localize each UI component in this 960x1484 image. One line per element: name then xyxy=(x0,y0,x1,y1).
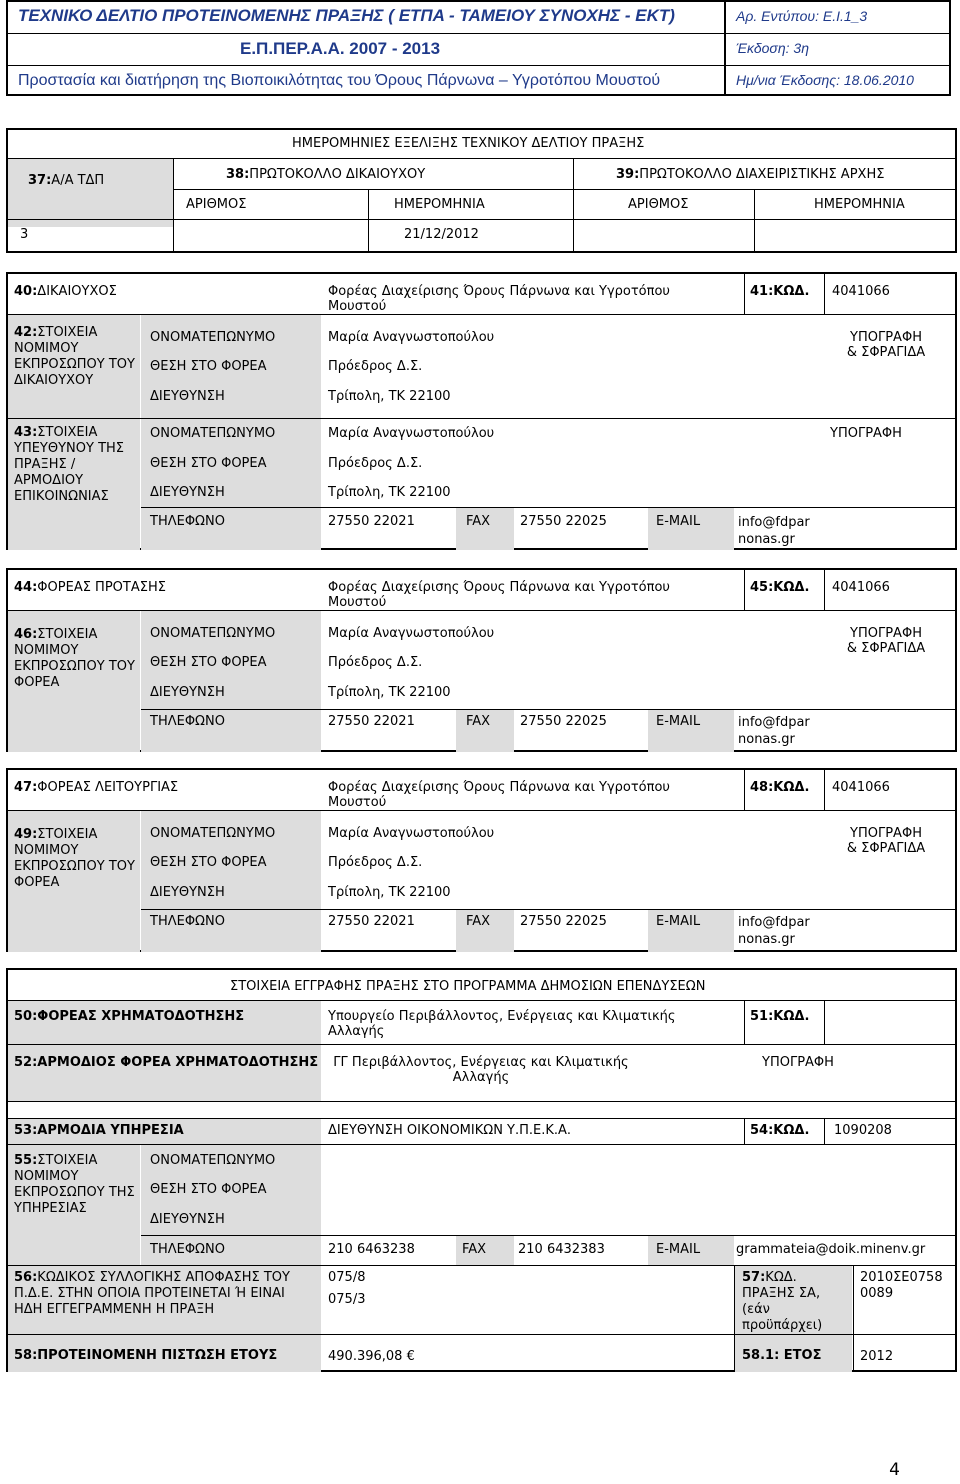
position-label: ΘΕΣΗ ΣΤΟ ΦΟΡΕΑ xyxy=(150,359,267,374)
field-label: ΚΩΔΙΚΟΣ ΣΥΛΛΟΓΙΚΗΣ ΑΠΟΦΑΣΗΣ ΤΟΥ Π.Δ.Ε. ΣΤΗΝ ΟΠΟΙΑ ΠΡΟΤΕΙΝΕΤΑΙ Ή ΕΙΝΑΙ ΗΔΗ ΕΓΓΕΓΡΑΜΜΕΝΗ Η ΠΡΑΞΗ xyxy=(14,1270,290,1317)
proposer-section xyxy=(6,568,957,752)
field-52-label: 52:ΑΡΜΟΔΙΟΣ ΦΟΡΕΑ ΧΡΗΜΑΤΟΔΟΤΗΣΗΣ xyxy=(8,1045,321,1101)
field-51-label: 51:ΚΩΔ. xyxy=(750,1009,810,1024)
address-label: ΔΙΕΥΘΥΝΣΗ xyxy=(150,885,225,900)
field-38 xyxy=(226,167,425,182)
edition-date: Ημ/νια Έκδοσης: 18.06.2010 xyxy=(736,72,914,88)
field-56 xyxy=(8,1266,321,1334)
field-54-label: 54:ΚΩΔ. xyxy=(750,1123,810,1138)
kod-41-label: 41:ΚΩΔ. xyxy=(750,284,810,299)
phone-value: 210 6463238 xyxy=(328,1242,415,1257)
beneficiary-section xyxy=(6,272,957,550)
field-label: ΣΤΟΙΧΕΙΑ ΥΠΕΥΘΥΝΟΥ ΤΗΣ ΠΡΑΞΗΣ / ΑΡΜΟΔΙΟΥ ΕΠΙΚΟΙΝΩΝΙΑΣ xyxy=(14,425,125,504)
page-number: 4 xyxy=(889,1460,900,1480)
field-code: 42: xyxy=(14,325,38,340)
beneficiary-name: Φορέας Διαχείρισης Όρους Πάρνωνα και Υγροτόπου Μουστού xyxy=(328,284,670,314)
email-label: E-MAIL xyxy=(656,714,701,729)
field-label: ΦΟΡΕΑΣ ΠΡΟΤΑΣΗΣ xyxy=(37,580,166,595)
sign-label: ΥΠΟΓΡΑΦΗ xyxy=(830,426,902,441)
rep-address: Τρίπολη, ΤΚ 22100 xyxy=(328,485,451,500)
operator-section xyxy=(6,768,957,952)
position-label: ΘΕΣΗ ΣΤΟ ΦΟΡΕΑ xyxy=(150,456,267,471)
dates-heading: ΗΜΕΡΟΜΗΝΙΕΣ ΕΞΕΛΙΞΗΣ ΤΕΧΝΙΚΟΥ ΔΕΛΤΙΟΥ ΠΡΑΞΗΣ xyxy=(292,136,645,151)
field-53-value: ΔΙΕΥΘΥΝΣΗ ΟΙΚΟΝΟΜΙΚΩΝ Υ.Π.Ε.Κ.Α. xyxy=(328,1123,572,1138)
rep-name: Μαρία Αναγνωστοπούλου xyxy=(328,826,495,841)
field-50-label: 50:ΦΟΡΕΑΣ ΧΡΗΜΑΤΟΔΟΤΗΣΗΣ xyxy=(8,1001,321,1044)
aa-value: 3 xyxy=(20,227,29,242)
field-58-1-value: 2012 xyxy=(860,1349,894,1364)
operator-name: Φορέας Διαχείρισης Όρους Πάρνωνα και Υγροτόπου Μουστού xyxy=(328,780,670,810)
name-label: ΟΝΟΜΑΤΕΠΩΝΥΜΟ xyxy=(150,330,276,345)
program-name: Ε.Π.ΠΕΡ.Α.Α. 2007 - 2013 xyxy=(240,39,441,58)
col-date: ΗΜΕΡΟΜΗΝΙΑ xyxy=(394,197,485,212)
field-code: 49: xyxy=(14,827,38,842)
fax-value: 27550 22025 xyxy=(520,914,607,929)
email-value: info@fdparnonas.gr xyxy=(738,915,810,947)
rep-name: Μαρία Αναγνωστοπούλου xyxy=(328,626,495,641)
field-label: ΦΟΡΕΑΣ ΛΕΙΤΟΥΡΓΙΑΣ xyxy=(37,780,179,795)
address-label: ΔΙΕΥΘΥΝΣΗ xyxy=(150,485,225,500)
address-label: ΔΙΕΥΘΥΝΣΗ xyxy=(150,1212,225,1227)
pde-registration-section xyxy=(6,968,957,1372)
registration-heading: ΣΤΟΙΧΕΙΑ ΕΓΓΡΑΦΗΣ ΠΡΑΞΗΣ ΣΤΟ ΠΡΟΓΡΑΜΜΑ ΔΗΜΟΣΙΩΝ ΕΠΕΝΔΥΣΕΩΝ xyxy=(230,979,706,994)
field-code: 38: xyxy=(226,167,250,182)
col-number: ΑΡΙΘΜΟΣ xyxy=(628,197,689,212)
fax-label: FAX xyxy=(466,514,491,529)
address-label: ΔΙΕΥΘΥΝΣΗ xyxy=(150,685,225,700)
field-46 xyxy=(8,611,140,752)
position-label: ΘΕΣΗ ΣΤΟ ΦΟΡΕΑ xyxy=(150,655,267,670)
field-code: 55: xyxy=(14,1153,38,1168)
address-label: ΔΙΕΥΘΥΝΣΗ xyxy=(150,389,225,404)
field-code: 39: xyxy=(616,167,640,182)
phone-label: ΤΗΛΕΦΩΝΟ xyxy=(150,514,225,529)
rep-position: Πρόεδρος Δ.Σ. xyxy=(328,456,423,471)
field-57-value: 2010ΣΕ0758 0089 xyxy=(860,1270,943,1301)
name-label: ΟΝΟΜΑΤΕΠΩΝΥΜΟ xyxy=(150,626,276,641)
field-label: ΣΤΟΙΧΕΙΑ ΝΟΜΙΜΟΥ ΕΚΠΡΟΣΩΠΟΥ ΤΗΣ ΥΠΗΡΕΣΙΑΣ xyxy=(14,1153,135,1216)
kod-48-label: 48:ΚΩΔ. xyxy=(750,780,810,795)
position-label: ΘΕΣΗ ΣΤΟ ΦΟΡΕΑ xyxy=(150,855,267,870)
col-date: ΗΜΕΡΟΜΗΝΙΑ xyxy=(814,197,905,212)
rep-address: Τρίπολη, ΤΚ 22100 xyxy=(328,885,451,900)
email-value: grammateia@doik.minenv.gr xyxy=(736,1242,926,1257)
field-label: ΣΤΟΙΧΕΙΑ ΝΟΜΙΜΟΥ ΕΚΠΡΟΣΩΠΟΥ ΤΟΥ ΦΟΡΕΑ xyxy=(14,627,135,690)
rep-name: Μαρία Αναγνωστοπούλου xyxy=(328,426,495,441)
col-number: ΑΡΙΘΜΟΣ xyxy=(186,197,247,212)
field-56-value-1: 075/8 xyxy=(328,1270,366,1285)
sign-seal-label: ΥΠΟΓΡΑΦΗ & ΣΦΡΑΓΙΔΑ xyxy=(846,826,926,856)
field-label: ΣΤΟΙΧΕΙΑ ΝΟΜΙΜΟΥ ΕΚΠΡΟΣΩΠΟΥ ΤΟΥ ΔΙΚΑΙΟΥΧΟΥ xyxy=(14,325,135,388)
phone-label: ΤΗΛΕΦΩΝΟ xyxy=(150,914,225,929)
rep-name: Μαρία Αναγνωστοπούλου xyxy=(328,330,495,345)
rep-position: Πρόεδρος Δ.Σ. xyxy=(328,359,423,374)
euro-icon: € xyxy=(406,1349,415,1364)
date-value: 21/12/2012 xyxy=(404,227,479,242)
field-label: ΚΩΔ. ΠΡΑΞΗΣ ΣΑ, (εάν προϋπάρχει) xyxy=(742,1270,823,1333)
field-code: 43: xyxy=(14,425,38,440)
field-label: ΠΡΩΤΟΚΟΛΛΟ ΔΙΚΑΙΟΥΧΟΥ xyxy=(249,167,426,182)
field-code: 44: xyxy=(14,580,38,595)
dates-table xyxy=(6,128,957,253)
form-number: Αρ. Εντύπου: Ε.Ι.1_3 xyxy=(736,8,868,24)
fax-label: FAX xyxy=(466,714,491,729)
field-37 xyxy=(8,159,173,227)
amount: 490.396,08 xyxy=(328,1349,403,1364)
field-label: ΠΡΩΤΟΚΟΛΛΟ ΔΙΑΧΕΙΡΙΣΤΙΚΗΣ ΑΡΧΗΣ xyxy=(639,167,885,182)
sign-seal-label: ΥΠΟΓΡΑΦΗ & ΣΦΡΑΓΙΔΑ xyxy=(846,330,926,360)
field-code: 57: xyxy=(742,1270,766,1285)
field-58-label: 58:ΠΡΟΤΕΙΝΟΜΕΝΗ ΠΙΣΤΩΣΗ ΕΤΟΥΣ xyxy=(8,1335,321,1372)
email-value: info@fdparnonas.gr xyxy=(738,715,810,747)
project-name: Προστασία και διατήρηση της Βιοποικιλότητας του Όρους Πάρνωνα – Υγροτόπου Μουστού xyxy=(18,72,661,89)
fax-label: FAX xyxy=(462,1242,487,1257)
document-header xyxy=(6,0,951,96)
fax-value: 210 6432383 xyxy=(518,1242,605,1257)
field-58-1-label: 58.1: ΕΤΟΣ xyxy=(734,1335,852,1372)
rep-address: Τρίπολη, ΤΚ 22100 xyxy=(328,389,451,404)
edition: Έκδοση: 3η xyxy=(736,40,809,56)
phone-label: ΤΗΛΕΦΩΝΟ xyxy=(150,1242,225,1257)
kod-45-label: 45:ΚΩΔ. xyxy=(750,580,810,595)
field-44 xyxy=(14,580,166,595)
field-49 xyxy=(8,811,140,952)
field-54-value: 1090208 xyxy=(834,1123,892,1138)
field-53-label: 53:ΑΡΜΟΔΙΑ ΥΠΗΡΕΣΙΑ xyxy=(8,1118,321,1144)
field-42 xyxy=(8,315,140,418)
field-52-value: ΓΓ Περιβάλλοντος, Ενέργειας και Κλιματικής Αλλαγής xyxy=(333,1055,629,1085)
phone-value: 27550 22021 xyxy=(328,914,415,929)
email-label: E-MAIL xyxy=(656,514,701,529)
rep-address: Τρίπολη, ΤΚ 22100 xyxy=(328,685,451,700)
fax-value: 27550 22025 xyxy=(520,514,607,529)
email-label: E-MAIL xyxy=(656,1242,701,1257)
header-divider xyxy=(724,2,726,94)
kod-48-value: 4041066 xyxy=(832,780,890,795)
field-43 xyxy=(8,419,140,550)
header-rule xyxy=(8,65,949,66)
field-56-value-2: 075/3 xyxy=(328,1292,366,1307)
field-57 xyxy=(734,1266,852,1334)
fax-label: FAX xyxy=(466,914,491,929)
field-39 xyxy=(616,167,884,182)
email-label: E-MAIL xyxy=(656,914,701,929)
field-code: 46: xyxy=(14,627,38,642)
name-label: ΟΝΟΜΑΤΕΠΩΝΥΜΟ xyxy=(150,826,276,841)
header-rule xyxy=(8,33,949,34)
proposer-name: Φορέας Διαχείρισης Όρους Πάρνωνα και Υγροτόπου Μουστού xyxy=(328,580,670,610)
field-50-value: Υπουργείο Περιβάλλοντος, Ενέργειας και Κλιματικής Αλλαγής xyxy=(328,1009,676,1039)
field-code: 56: xyxy=(14,1270,38,1285)
name-label: ΟΝΟΜΑΤΕΠΩΝΥΜΟ xyxy=(150,426,276,441)
field-47 xyxy=(14,780,178,795)
phone-label: ΤΗΛΕΦΩΝΟ xyxy=(150,714,225,729)
rep-position: Πρόεδρος Δ.Σ. xyxy=(328,655,423,670)
fax-value: 27550 22025 xyxy=(520,714,607,729)
phone-value: 27550 22021 xyxy=(328,714,415,729)
phone-value: 27550 22021 xyxy=(328,514,415,529)
field-55 xyxy=(8,1145,140,1265)
field-code: 37: xyxy=(28,173,52,188)
field-label: Α/Α ΤΔΠ xyxy=(51,173,105,188)
position-label: ΘΕΣΗ ΣΤΟ ΦΟΡΕΑ xyxy=(150,1182,267,1197)
name-label: ΟΝΟΜΑΤΕΠΩΝΥΜΟ xyxy=(150,1153,276,1168)
field-label: ΔΙΚΑΙΟΥΧΟΣ xyxy=(37,284,117,299)
sign-seal-label: ΥΠΟΓΡΑΦΗ & ΣΦΡΑΓΙΔΑ xyxy=(846,626,926,656)
sign-label: ΥΠΟΓΡΑΦΗ xyxy=(762,1055,834,1070)
rep-position: Πρόεδρος Δ.Σ. xyxy=(328,855,423,870)
email-value: info@fdparnonas.gr xyxy=(738,515,810,547)
field-58-value xyxy=(328,1349,415,1364)
field-40 xyxy=(14,284,117,299)
field-code: 47: xyxy=(14,780,38,795)
kod-41-value: 4041066 xyxy=(832,284,890,299)
field-label: ΣΤΟΙΧΕΙΑ ΝΟΜΙΜΟΥ ΕΚΠΡΟΣΩΠΟΥ ΤΟΥ ΦΟΡΕΑ xyxy=(14,827,135,890)
kod-45-value: 4041066 xyxy=(832,580,890,595)
doc-title: ΤΕΧΝΙΚΟ ΔΕΛΤΙΟ ΠΡΟΤΕΙΝΟΜΕΝΗΣ ΠΡΑΞΗΣ ( ΕΤΠΑ - ΤΑΜΕΙΟΥ ΣΥΝΟΧΗΣ - ΕΚΤ) xyxy=(18,6,675,25)
field-code: 40: xyxy=(14,284,38,299)
